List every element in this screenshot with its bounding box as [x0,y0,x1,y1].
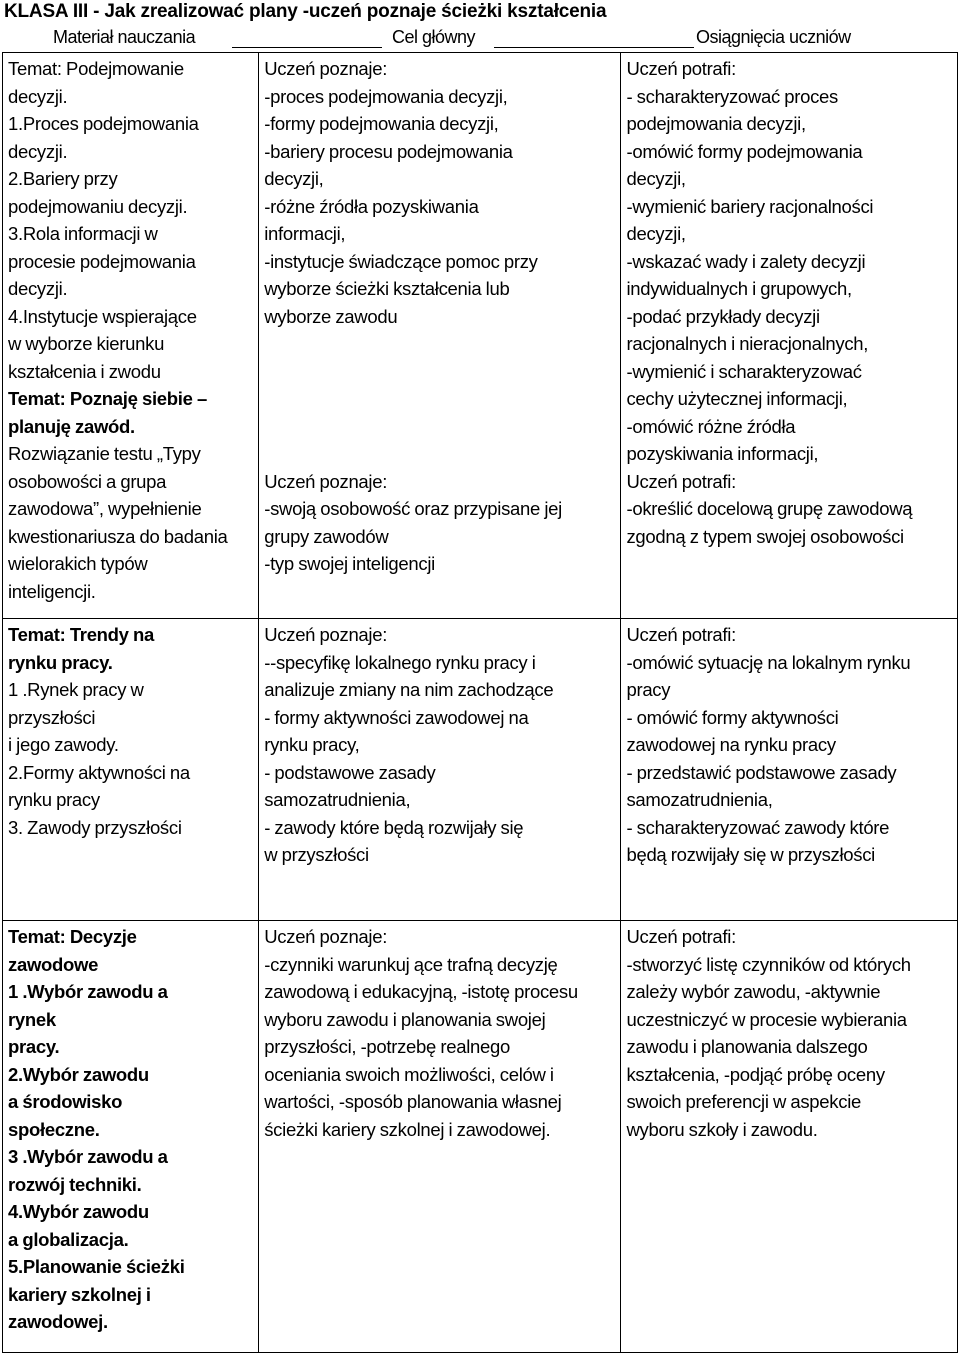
text-line: 4.Instytucje wspierające [8,305,197,327]
text-line: wyboru zawodu i planowania swojej [264,1008,546,1030]
text-line: -formy podejmowania decyzji, [264,113,499,134]
text-line: decyzji. [8,278,68,299]
goal-cell [259,619,621,921]
header-underline-2 [494,47,694,48]
topic-heading: 3 .Wybór zawodu a [8,1146,168,1167]
text-line: i jego zawody. [8,734,119,755]
topic-heading: Temat: Decyzje [8,926,137,947]
text-line: będą rozwijały się w przyszłości [626,844,875,865]
topic-heading: 1 .Wybór zawodu a [8,981,168,1002]
column-header-goal: Cel główny [392,27,476,47]
text-line: 3. Zawody przyszłości [8,816,182,838]
text-line: procesie podejmowania [8,250,196,272]
text-line: przyszłości [8,706,96,728]
text-line: 2.Bariery przy [8,168,118,189]
text-line: w przyszłości [264,844,369,865]
text-line: 3.Rola informacji w [8,223,158,244]
text-line: samozatrudnienia, [264,789,411,810]
text-line: grupy zawodów [264,525,389,547]
text-line: kształcenia, -podjąć próbę oceny [626,1063,885,1085]
topic-heading: pracy. [8,1036,60,1057]
table-row [3,921,958,1353]
text-line: -stworzyć listę czynników od których [626,953,911,975]
table-row [3,53,958,619]
text-line: -proces podejmowania decyzji, [264,85,508,107]
text-line: -określić docelową grupę zawodową [626,498,913,519]
text-line: decyzji, [626,223,686,244]
text-line: decyzji, [626,168,686,189]
topic-heading: a środowisko [8,1091,123,1112]
text-line: Temat: Podejmowanie [8,58,184,79]
text-line: osobowości a grupa [8,470,167,492]
text-line: oceniania swoich możliwości, celów i [264,1063,554,1085]
text-line: swoich preferencji w aspekcie [626,1091,861,1112]
text-line: pozyskiwania informacji, [626,443,819,464]
text-line: zależy wybór zawodu, -aktywnie [626,981,881,1002]
topic-heading: 5.Planowanie ścieżki [8,1256,185,1277]
text-line: podejmowaniu decyzji. [8,195,188,217]
text-line: -swoją osobowość oraz przypisane jej [264,498,562,519]
text-line: ścieżki kariery szkolnej i zawodowej. [264,1118,551,1140]
text-line: -wskazać wady i zalety decyzji [626,250,866,272]
text-line: -instytucje świadczące pomoc przy [264,250,538,272]
achievements-block [626,55,953,468]
text-line: decyzji. [8,85,68,107]
text-line: wyborze ścieżki kształcenia lub [264,278,510,299]
text-line: zawodowa”, wypełnienie [8,498,202,519]
goal-block [264,468,616,578]
text-line: zawodowej na rynku pracy [626,734,836,755]
text-line: - scharakteryzować zawody które [626,816,890,838]
text-line: Uczeń potrafi: [626,470,736,492]
text-line: rynku pracy, [264,734,360,755]
text-line: w wyborze kierunku [8,333,165,354]
text-line: Uczeń poznaje: [264,58,388,79]
text-line: Rozwiązanie testu „Typy [8,443,201,464]
text-line: zawodową i edukacyjną, -istotę procesu [264,981,578,1002]
achievements-block [626,468,953,551]
text-line: Uczeń potrafi: [626,58,736,79]
text-line: decyzji, [264,168,324,189]
text-line: decyzji. [8,140,68,162]
topic-heading: rozwój techniki. [8,1173,142,1195]
text-line: -bariery procesu podejmowania [264,140,513,162]
text-line: - podstawowe zasady [264,761,436,783]
topic-heading: zawodowej. [8,1311,108,1332]
text-line: Uczeń potrafi: [626,926,736,947]
text-line: -wymienić bariery racjonalności [626,195,874,217]
text-line: -czynniki warunkuj ące trafną decyzję [264,953,558,975]
spacer [264,330,616,358]
goal-cell [259,53,621,619]
goal-block [264,55,616,330]
text-line: racjonalnych i nieracjonalnych, [626,333,869,354]
text-line: - omówić formy aktywności [626,706,839,728]
column-header-material: Materiał nauczania [53,27,196,47]
topic-heading: 4.Wybór zawodu [8,1201,149,1222]
spacer [264,440,616,468]
achievements-cell [621,53,958,619]
text-line: Uczeń poznaje: [264,470,388,492]
text-line: kształcenia i zwodu [8,360,161,382]
header-underline-1 [232,47,382,48]
column-header-achievements: Osiągnięcia uczniów [696,27,851,47]
text-line: -podać przykłady decyzji [626,305,820,327]
topic-heading: planuję zawód. [8,415,135,437]
text-line: -omówić różne źródła [626,415,796,437]
text-line: wartości, -sposób planowania własnej [264,1091,562,1112]
topic-heading: 2.Wybór zawodu [8,1063,149,1085]
material-cell [3,619,259,921]
achievements-cell [621,921,958,1353]
text-line: Uczeń potrafi: [626,624,736,645]
text-line: - przedstawić podstawowe zasady [626,761,897,783]
text-line: - formy aktywności zawodowej na [264,706,529,728]
text-line: wyboru szkoły i zawodu. [626,1118,818,1140]
spacer [264,413,616,441]
text-line: 2.Formy aktywności na [8,761,190,783]
topic-self-knowledge [8,385,254,605]
text-line: - scharakteryzować proces [626,85,838,107]
text-line: zgodną z typem swojej osobowości [626,525,904,547]
text-line: przyszłości, -potrzebę realnego [264,1036,510,1057]
text-line: uczestniczyć w procesie wybierania [626,1008,907,1030]
text-line: podejmowania decyzji, [626,113,806,134]
achievements-cell [621,619,958,921]
column-headers [0,25,960,51]
text-line: indywidualnych i grupowych, [626,278,852,299]
text-line: zawodu i planowania dalszego [626,1036,868,1057]
goal-cell [259,921,621,1353]
topic-heading: rynek [8,1008,56,1030]
text-line: pracy [626,679,671,700]
text-line: 1 .Rynek pracy w [8,679,144,700]
text-line: Uczeń poznaje: [264,624,388,645]
topic-heading: Temat: Poznaję siebie – [8,388,207,409]
topic-heading: społeczne. [8,1118,100,1140]
text-line: informacji, [264,223,346,244]
text-line: rynku pracy [8,789,100,810]
topic-heading: zawodowe [8,953,99,975]
spacer [264,385,616,413]
text-line: kwestionariusza do badania [8,525,228,547]
text-line: -omówić formy podejmowania [626,140,863,162]
topic-heading: kariery szkolnej i [8,1283,151,1305]
document-title: KLASA III - Jak zrealizować plany -uczeń poznaje ścieżki kształcenia [4,1,607,22]
text-line: -różne źródła pozyskiwania [264,195,479,217]
text-line: wyborze zawodu [264,305,398,327]
topic-heading: rynku pracy. [8,651,113,673]
spacer [264,358,616,386]
text-line: inteligencji. [8,580,96,602]
text-line: samozatrudnienia, [626,789,773,810]
curriculum-table [2,52,958,1353]
text-line: analizuje zmiany na nim zachodzące [264,679,554,700]
text-line: cechy użytecznej informacji, [626,388,848,409]
text-line: --specyfikę lokalnego rynku pracy i [264,651,536,673]
text-line: -omówić sytuację na lokalnym rynku [626,651,911,673]
text-line: - zawody które będą rozwijały się [264,816,524,838]
text-line: Uczeń poznaje: [264,926,388,947]
material-cell [3,921,259,1353]
topic-heading: a globalizacja. [8,1228,129,1250]
text-line: 1.Proces podejmowania [8,113,199,134]
table-row [3,619,958,921]
topic-decision-making [8,55,254,385]
topic-heading: Temat: Trendy na [8,624,155,645]
material-cell [3,53,259,619]
text-line: -typ swojej inteligencji [264,553,435,574]
text-line: -wymienić i scharakteryzować [626,360,862,382]
text-line: wielorakich typów [8,553,148,574]
